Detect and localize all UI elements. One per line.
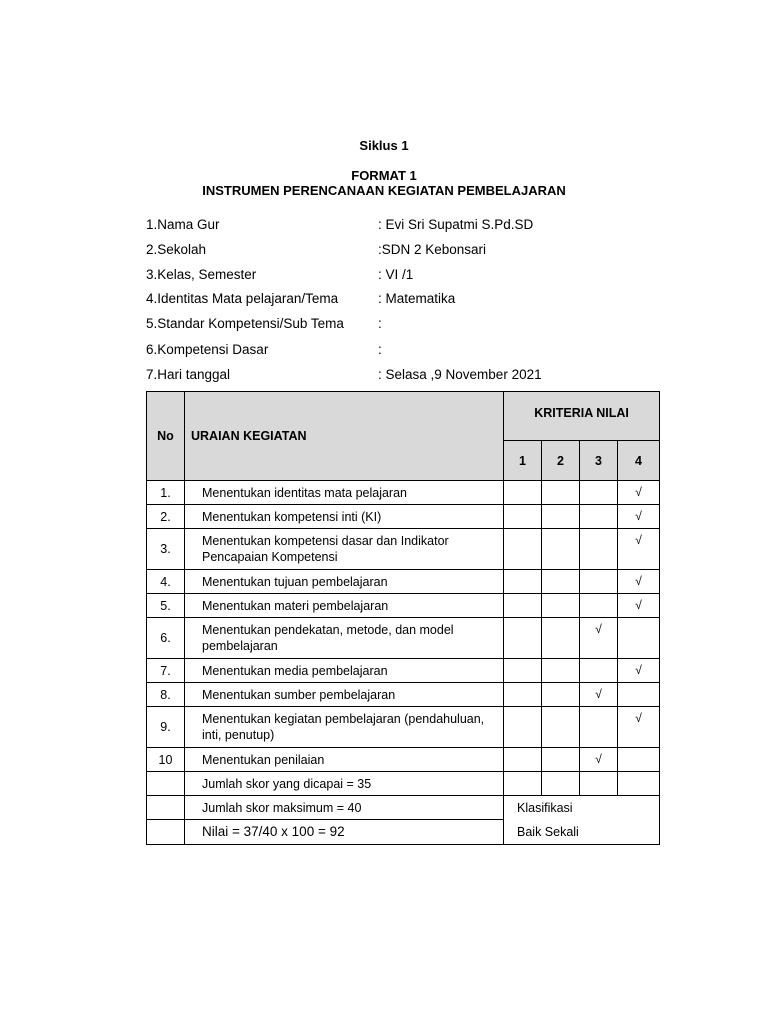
identity-label: 3.Kelas, Semester <box>146 267 257 282</box>
score-cell-2 <box>542 659 580 683</box>
score-cell-3 <box>580 570 618 594</box>
score-cell-4 <box>618 618 660 659</box>
score-cell-1 <box>504 659 542 683</box>
table-row <box>147 748 660 772</box>
row-number: 1. <box>147 481 185 505</box>
score-cell-2 <box>542 594 580 618</box>
score-cell-2 <box>542 683 580 707</box>
identity-value: :SDN 2 Kebonsari <box>378 242 487 257</box>
empty-cell <box>147 772 185 796</box>
score-cell-2 <box>542 505 580 529</box>
row-number: 3. <box>147 529 185 570</box>
empty-cell <box>580 772 618 796</box>
score-cell-2 <box>542 748 580 772</box>
score-cell-1 <box>504 594 542 618</box>
row-number: 5. <box>147 594 185 618</box>
activity-description: Menentukan materi pembelajaran <box>185 594 504 618</box>
activity-description: Menentukan tujuan pembelajaran <box>185 570 504 594</box>
identity-label: 6.Kompetensi Dasar <box>146 342 269 357</box>
cycle-heading: Siklus 1 <box>359 138 409 153</box>
check-mark: √ <box>635 533 642 547</box>
row-number: 6. <box>147 618 185 659</box>
score-cell-3 <box>580 683 618 707</box>
empty-cell <box>147 796 185 820</box>
identity-value: : Selasa ,9 November 2021 <box>378 367 542 382</box>
check-mark: √ <box>635 485 642 499</box>
identity-value: : Matematika <box>378 291 456 306</box>
table-row <box>147 618 660 659</box>
score-cell-1 <box>504 618 542 659</box>
empty-cell <box>147 820 185 845</box>
table-row <box>147 570 660 594</box>
final-value: Nilai = 37/40 x 100 = 92 <box>185 820 504 845</box>
score-cell-1 <box>504 529 542 570</box>
check-mark: √ <box>635 663 642 677</box>
total-score: Jumlah skor yang dicapai = 35 <box>185 772 504 796</box>
score-cell-4 <box>618 505 660 529</box>
document-title: INSTRUMEN PERENCANAAN KEGIATAN PEMBELAJARAN <box>202 183 566 198</box>
score-cell-2 <box>542 707 580 748</box>
identity-value: : <box>378 342 382 357</box>
score-cell-4 <box>618 594 660 618</box>
table-row <box>147 594 660 618</box>
score-col-header: 2 <box>542 441 580 481</box>
score-col-header: 4 <box>618 441 660 481</box>
header-criteria: KRITERIA NILAI <box>504 392 660 441</box>
activity-description: Menentukan kompetensi dasar dan Indikator Pencapaian Kompetensi <box>185 529 504 570</box>
score-cell-3 <box>580 594 618 618</box>
score-cell-3 <box>580 529 618 570</box>
score-cell-1 <box>504 707 542 748</box>
table-row <box>147 683 660 707</box>
activity-description: Menentukan pendekatan, metode, dan model pembelajaran <box>185 618 504 659</box>
score-cell-3 <box>580 481 618 505</box>
identity-value: : Evi Sri Supatmi S.Pd.SD <box>378 217 534 232</box>
identity-label: 4.Identitas Mata pelajaran/Tema <box>146 291 339 306</box>
identity-label: 2.Sekolah <box>146 242 207 257</box>
check-mark: √ <box>635 711 642 725</box>
score-cell-3 <box>580 505 618 529</box>
classification-label: Klasifikasi <box>504 796 660 820</box>
score-cell-4 <box>618 659 660 683</box>
check-mark: √ <box>595 687 602 701</box>
assessment-table <box>146 391 660 845</box>
empty-cell <box>542 772 580 796</box>
score-cell-1 <box>504 683 542 707</box>
score-cell-4 <box>618 481 660 505</box>
check-mark: √ <box>635 598 642 612</box>
activity-description: Menentukan media pembelajaran <box>185 659 504 683</box>
table-row <box>147 659 660 683</box>
row-number: 7. <box>147 659 185 683</box>
identity-label: 1.Nama Gur <box>146 217 220 232</box>
header-no: No <box>147 392 185 481</box>
activity-description: Menentukan identitas mata pelajaran <box>185 481 504 505</box>
row-number: 2. <box>147 505 185 529</box>
table-row <box>147 505 660 529</box>
score-cell-4 <box>618 570 660 594</box>
score-col-header: 1 <box>504 441 542 481</box>
score-cell-2 <box>542 570 580 594</box>
check-mark: √ <box>635 574 642 588</box>
format-heading: FORMAT 1 <box>351 168 417 183</box>
activity-description: Menentukan penilaian <box>185 748 504 772</box>
score-cell-1 <box>504 570 542 594</box>
classification-value: Baik Sekali <box>504 820 660 845</box>
score-cell-2 <box>542 481 580 505</box>
score-cell-3 <box>580 707 618 748</box>
score-cell-4 <box>618 707 660 748</box>
max-score: Jumlah skor maksimum = 40 <box>185 796 504 820</box>
score-cell-3 <box>580 618 618 659</box>
score-cell-4 <box>618 748 660 772</box>
table-row <box>147 529 660 570</box>
check-mark: √ <box>595 752 602 766</box>
identity-label: 5.Standar Kompetensi/Sub Tema <box>146 316 344 331</box>
empty-cell <box>618 772 660 796</box>
activity-description: Menentukan sumber pembelajaran <box>185 683 504 707</box>
score-cell-2 <box>542 529 580 570</box>
row-number: 9. <box>147 707 185 748</box>
score-cell-1 <box>504 748 542 772</box>
table-row <box>147 707 660 748</box>
check-mark: √ <box>635 509 642 523</box>
score-cell-4 <box>618 683 660 707</box>
table-row <box>147 481 660 505</box>
identity-label: 7.Hari tanggal <box>146 367 231 382</box>
row-number: 4. <box>147 570 185 594</box>
identity-value: : VI /1 <box>378 267 414 282</box>
check-mark: √ <box>595 622 602 636</box>
activity-description: Menentukan kegiatan pembelajaran (pendahuluan, inti, penutup) <box>185 707 504 748</box>
identity-value: : <box>378 316 382 331</box>
header-activity: URAIAN KEGIATAN <box>185 392 504 481</box>
score-cell-3 <box>580 748 618 772</box>
row-number: 8. <box>147 683 185 707</box>
activity-description: Menentukan kompetensi inti (KI) <box>185 505 504 529</box>
score-cell-3 <box>580 659 618 683</box>
row-number: 10 <box>147 748 185 772</box>
score-cell-2 <box>542 618 580 659</box>
score-col-header: 3 <box>580 441 618 481</box>
score-cell-1 <box>504 481 542 505</box>
score-cell-4 <box>618 529 660 570</box>
score-cell-1 <box>504 505 542 529</box>
empty-cell <box>504 772 542 796</box>
